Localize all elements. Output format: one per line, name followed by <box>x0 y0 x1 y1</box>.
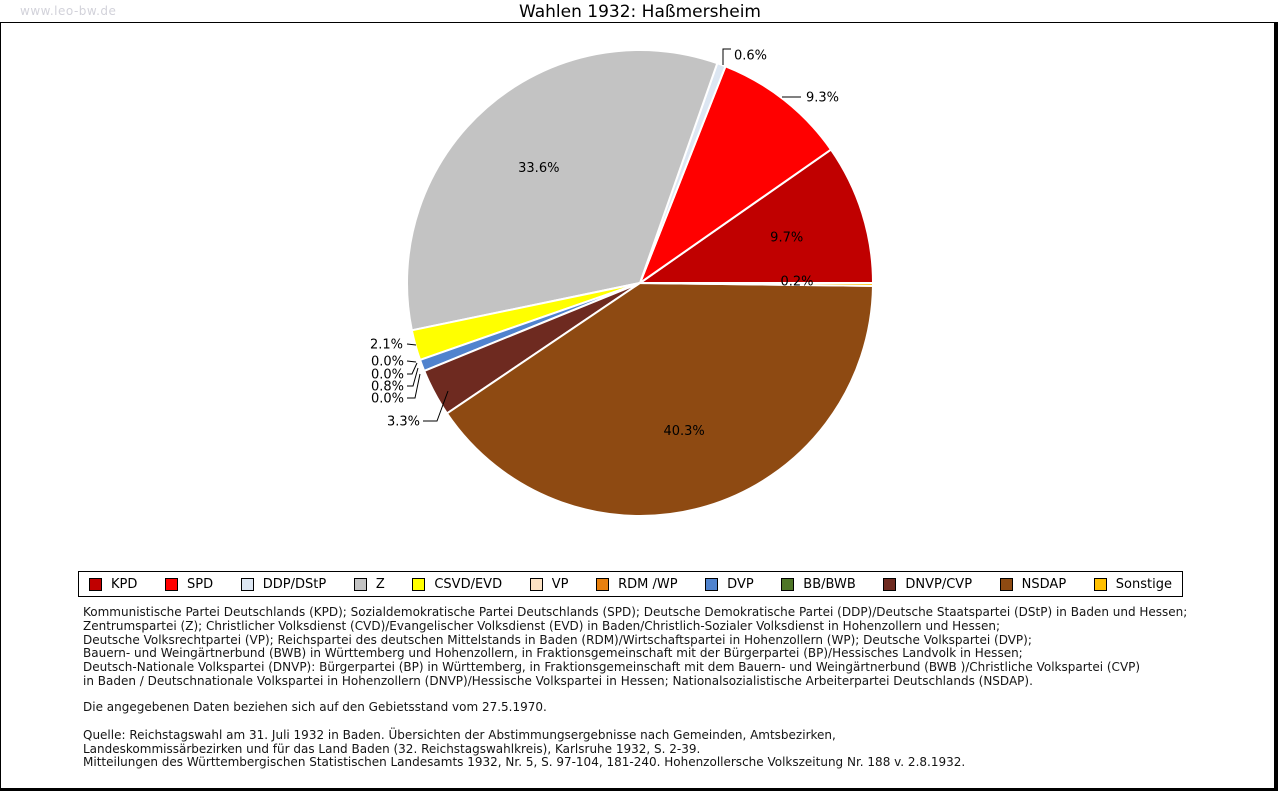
pie-label-dvp: 0.8% <box>370 379 404 395</box>
legend-label: DNVP/CVP <box>905 576 973 592</box>
legend-item-spd <box>165 577 213 592</box>
note-line: Quelle: Reichstagswahl am 31. Juli 1932 in Baden. Übersichten der Abstimmungsergebnisse nach Gemeinden, Amtsbezirken, <box>83 728 836 742</box>
legend-item-dnvp-cvp <box>883 577 972 592</box>
note-line: Deutsche Volksrechtpartei (VP); Reichspartei des deutschen Mittelstands in Baden (RDM)/Wirtschaftspartei in Hohenzollern (WP); Deutsche Volkspartei (DVP); <box>83 632 1032 647</box>
legend-swatch-vp <box>530 578 543 591</box>
note-line: Mitteilungen des Württembergischen Statistischen Landesamts 1932, Nr. 5, S. 97-104, 181-240. Hohenzollersche Volkszeitung Nr. 188 v. 2.8.1932. <box>83 755 966 770</box>
source-note <box>83 729 965 770</box>
note-line: Deutsch-Nationale Volkspartei (DNVP): Bürgerpartei (BP) in Württemberg, in Fraktionsgemeinschaft mit dem Bauern- und Weingärtnerbund (BWB )/Christliche Volkspartei (CVP) <box>83 660 1141 675</box>
legend-item-z <box>354 577 385 592</box>
pie-label-kpd: 9.7% <box>770 230 804 246</box>
legend-swatch-ddp-dstp <box>241 578 254 591</box>
legend-item-bb-bwb <box>781 577 855 592</box>
party-definitions <box>83 606 1187 689</box>
legend-swatch-z <box>354 578 367 591</box>
legend-label: NSDAP <box>1021 576 1067 592</box>
pie-label-bb-bwb: 0.0% <box>370 391 404 407</box>
legend-swatch-csvd-evd <box>412 578 425 591</box>
note-line: Landeskommissärbezirken und für das Land Baden (32. Reichstagswahlkreis), Karlsruhe 1932, S. 2-39. <box>83 741 701 756</box>
pie-label-z: 33.6% <box>518 160 560 176</box>
legend-label: Sonstige <box>1115 576 1172 592</box>
legend-label: BB/BWB <box>803 576 856 592</box>
legend-label: KPD <box>111 576 138 592</box>
callout-line-dvp <box>407 368 418 386</box>
chart-legend <box>78 571 1183 597</box>
page-title: Wahlen 1932: Haßmersheim <box>519 2 761 22</box>
legend-swatch-dvp <box>705 578 718 591</box>
legend-label: DVP <box>727 576 754 592</box>
legend-swatch-bb-bwb <box>781 578 794 591</box>
legend-label: CSVD/EVD <box>434 576 503 592</box>
legend-swatch-nsdap <box>1000 578 1013 591</box>
legend-item-vp <box>530 577 569 592</box>
legend-label: Z <box>375 576 385 592</box>
callout-line-ddp-dstp <box>723 49 731 65</box>
legend-swatch-spd <box>165 578 178 591</box>
pie-label-csvd-evd: 2.1% <box>369 337 403 353</box>
note-line: in Baden / Deutschnationale Volkspartei in Hohenzollern (DNVP)/Hessische Volkspartei in Hessen; Nationalsozialistische Arbeiterpartei Deutschlands (NSDAP). <box>83 673 1033 688</box>
legend-label: DDP/DStP <box>262 576 327 592</box>
callout-line-rdm-wp <box>407 363 417 374</box>
legend-swatch-rdm-wp <box>596 578 609 591</box>
gebietsstand-note: Die angegebenen Daten beziehen sich auf den Gebietsstand vom 27.5.1970. <box>83 700 547 714</box>
pie-label-rdm-wp: 0.0% <box>370 367 404 383</box>
pie-label-vp: 0.0% <box>370 354 404 370</box>
legend-item-ddp-dstp <box>241 577 326 592</box>
legend-item-csvd-evd <box>412 577 502 592</box>
legend-item-dvp <box>705 577 754 592</box>
legend-label: VP <box>551 576 569 592</box>
legend-label: RDM /WP <box>618 576 678 592</box>
legend-swatch-kpd <box>89 578 102 591</box>
pie-label-spd: 9.3% <box>806 90 840 106</box>
note-line: Kommunistische Partei Deutschlands (KPD); Sozialdemokratische Partei Deutschlands (SPD); Deutsche Demokratische Partei (DDP)/Deutsche Staatspartei (DStP) in Baden und Hessen; <box>83 605 1188 619</box>
legend-label: SPD <box>187 576 214 592</box>
legend-swatch-sonstige <box>1094 578 1107 591</box>
legend-item-nsdap <box>1000 577 1067 592</box>
note-line: Zentrumspartei (Z); Christlicher Volksdienst (CVD)/Evangelischer Volksdienst (EVD) in Baden/Christlich-Sozialer Volksdienst in Hohenzollern und Hessen; <box>83 618 1001 633</box>
pie-label-dnvp-cvp: 3.3% <box>386 414 420 430</box>
legend-item-kpd <box>89 577 137 592</box>
legend-swatch-dnvp-cvp <box>883 578 896 591</box>
watermark: www.leo-bw.de <box>20 4 117 18</box>
pie-label-ddp-dstp: 0.6% <box>734 48 768 64</box>
pie-label-sonstige: 0.2% <box>780 274 814 290</box>
legend-item-sonstige <box>1094 577 1172 592</box>
legend-item-rdm-wp <box>596 577 677 592</box>
note-line: Bauern- und Weingärtnerbund (BWB) in Württemberg und Hohenzollern, in Fraktionsgemeinschaft mit der Bürgerpartei (BP)/Hessisches Landvolk in Hessen; <box>83 646 1023 661</box>
pie-label-nsdap: 40.3% <box>663 423 705 439</box>
callout-line-vp <box>407 361 416 362</box>
